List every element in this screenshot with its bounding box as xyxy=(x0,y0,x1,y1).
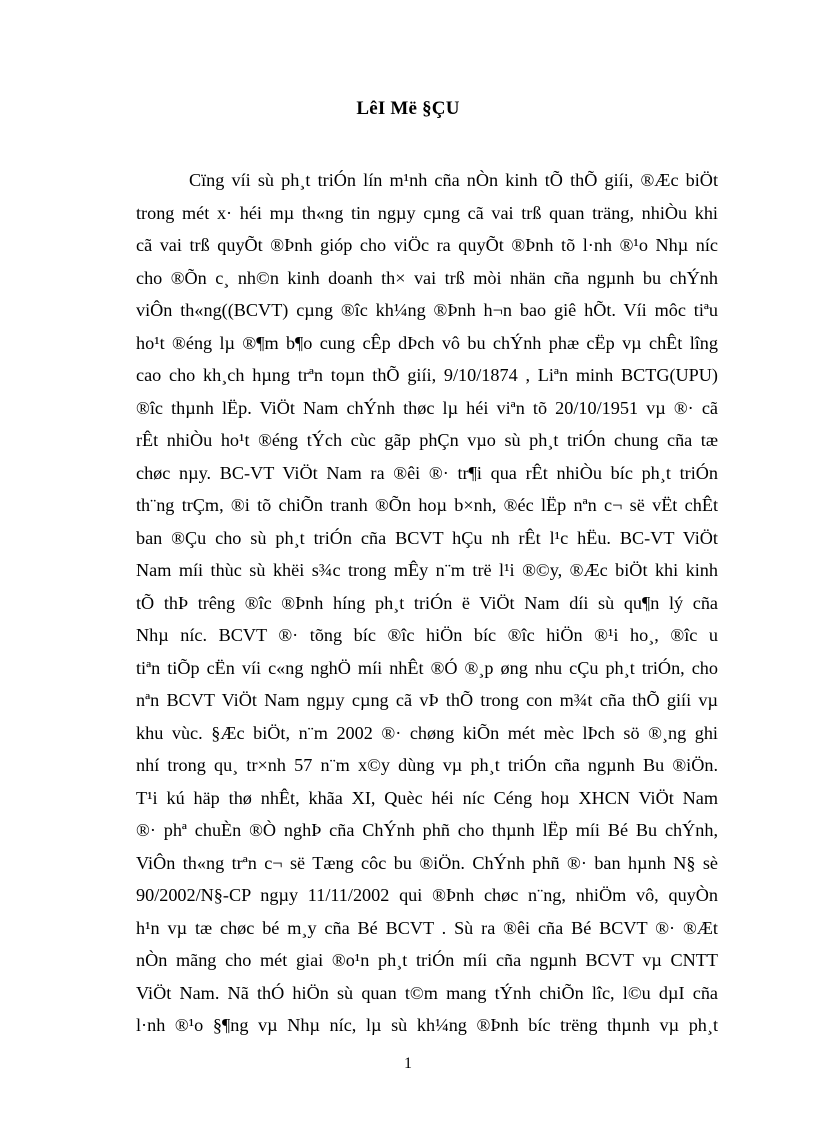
line-text: T¹i kú häp thø nhÊt, khãa XI, Quèc héi níc Céng hoµ XHCN ViÖt Nam xyxy=(136,787,718,808)
paragraph-line xyxy=(136,327,718,360)
paragraph-line xyxy=(136,424,718,457)
line-text: ban ®Çu cho sù ph¸t triÓn cña BCVT hÇu nh rÊt l¹c hËu. BC-VT ViÖt xyxy=(136,527,718,548)
line-text: nhí trong qu¸ tr×nh 57 n¨m x©y dùng vµ ph¸t triÓn cña ngµnh Bu ®iÖn. xyxy=(136,755,718,775)
line-text: th¨ng trÇm, ®i tõ chiÕn tranh ®Õn hoµ b×nh, ®éc lËp nªn c¬ së vËt chÊt xyxy=(136,495,718,515)
paragraph-line xyxy=(136,294,718,327)
paragraph-line xyxy=(136,554,718,587)
line-text: nÒn mãng cho mét giai ®o¹n ph¸t triÓn míi cña ngµnh BCVT vµ CNTT xyxy=(136,950,718,970)
line-text: Nhµ níc. BCVT ®· tõng bíc ®îc hiÖn bíc ®îc hiÖn ®¹i ho¸, ®îc u xyxy=(136,625,718,645)
paragraph-line xyxy=(136,489,718,522)
line-text: ®· phª chuÈn ®Ò nghÞ cña ChÝnh phñ cho thµnh lËp míi Bé Bu chÝnh, xyxy=(136,820,718,840)
paragraph-line xyxy=(136,717,718,750)
document-body xyxy=(136,164,718,1042)
paragraph-line xyxy=(136,1009,718,1042)
line-text: Cïng víi sù ph¸t triÓn lín m¹nh cña nÒn kinh tÕ thÕ giíi, ®Æc biÖt xyxy=(189,170,718,190)
line-text: 90/2002/N§-CP ngµy 11/11/2002 qui ®Þnh chøc n¨ng, nhiÖm vô, quyÒn xyxy=(136,885,718,905)
paragraph-line xyxy=(136,814,718,847)
line-text: viÔn th«ng((BCVT) cµng ®îc kh¼ng ®Þnh h¬n bao giê hÕt. Víi môc tiªu xyxy=(136,300,718,320)
paragraph-line xyxy=(136,197,718,230)
line-text: tÕ thÞ trêng ®îc ®Þnh híng ph¸t triÓn ë ViÖt Nam díi sù qu¶n lý cña xyxy=(136,592,718,613)
page-number: 1 xyxy=(404,1055,412,1072)
paragraph-line xyxy=(136,229,718,262)
line-text: ho¹t ®éng lµ ®¶m b¶o cung cÊp dÞch vô bu chÝnh phæ cËp vµ chÊt lîng xyxy=(136,332,718,353)
paragraph-line xyxy=(136,587,718,620)
line-text: ®îc thµnh lËp. ViÖt Nam chÝnh thøc lµ héi viªn tõ 20/10/1951 vµ ®· cã xyxy=(136,397,718,418)
line-text: h¹n vµ tæ chøc bé m¸y cña Bé BCVT . Sù ra ®êi cña Bé BCVT ®· ®Æt xyxy=(136,917,718,938)
line-text: ViÔn th«ng trªn c¬ së Tæng côc bu ®iÖn. ChÝnh phñ ®· ban hµnh N§ sè xyxy=(136,852,718,873)
document-title: LêI Më §ÇU xyxy=(356,98,460,119)
paragraph-line xyxy=(136,912,718,945)
paragraph-line xyxy=(136,652,718,685)
line-text: cao cho kh¸ch hµng trªn toµn thÕ giíi, 9/10/1874 , Liªn minh BCTG(UPU) xyxy=(136,365,718,385)
line-text: cã vai trß quyÕt ®Þnh gióp cho viÖc ra quyÕt ®Þnh tõ l·nh ®¹o Nhµ níc xyxy=(136,235,718,255)
paragraph-line xyxy=(136,879,718,912)
line-text: nªn BCVT ViÖt Nam ngµy cµng cã vÞ thÕ trong con m¾t cña thÕ giíi vµ xyxy=(136,690,718,710)
line-text: l·nh ®¹o §¶ng vµ Nhµ níc, lµ sù kh¼ng ®Þnh bíc trëng thµnh vµ ph¸t xyxy=(136,1015,718,1035)
line-text: chøc nµy. BC-VT ViÖt Nam ra ®êi ®· tr¶i qua rÊt nhiÒu bíc ph¸t triÓn xyxy=(136,462,718,483)
line-text: trong mét x· héi mµ th«ng tin ngµy cµng cã vai trß quan träng, nhiÒu khi xyxy=(136,202,718,223)
paragraph-line xyxy=(136,359,718,392)
line-text: Nam míi thùc sù khëi s¾c trong mÊy n¨m trë l¹i ®©y, ®Æc biÖt khi kinh xyxy=(136,560,718,580)
paragraph-line xyxy=(136,262,718,295)
paragraph-line xyxy=(136,944,718,977)
line-text: ViÖt Nam. Nã thÓ hiÖn sù quan t©m mang tÝnh chiÕn lîc, l©u dµI cña xyxy=(136,982,718,1003)
paragraph-line xyxy=(136,977,718,1010)
paragraph-line xyxy=(136,749,718,782)
line-text: rÊt nhiÒu ho¹t ®éng tÝch cùc gãp phÇn vµo sù ph¸t triÓn chung cña tæ xyxy=(136,430,718,450)
paragraph-line xyxy=(136,619,718,652)
line-text: tiªn tiÕp cËn víi c«ng nghÖ míi nhÊt ®Ó ®¸p øng nhu cÇu ph¸t triÓn, cho xyxy=(136,657,718,678)
line-text: cho ®Õn c¸ nh©n kinh doanh th× vai trß mòi nhän cña ngµnh bu chÝnh xyxy=(136,267,718,288)
paragraph-line xyxy=(136,782,718,815)
paragraph-line xyxy=(136,847,718,880)
paragraph-line xyxy=(136,684,718,717)
paragraph-line xyxy=(136,164,718,197)
line-text: khu vùc. §Æc biÖt, n¨m 2002 ®· chøng kiÕn mét mèc lÞch sö ®¸ng ghi xyxy=(136,722,718,743)
paragraph-line xyxy=(136,522,718,555)
paragraph-line xyxy=(136,392,718,425)
paragraph-line xyxy=(136,457,718,490)
